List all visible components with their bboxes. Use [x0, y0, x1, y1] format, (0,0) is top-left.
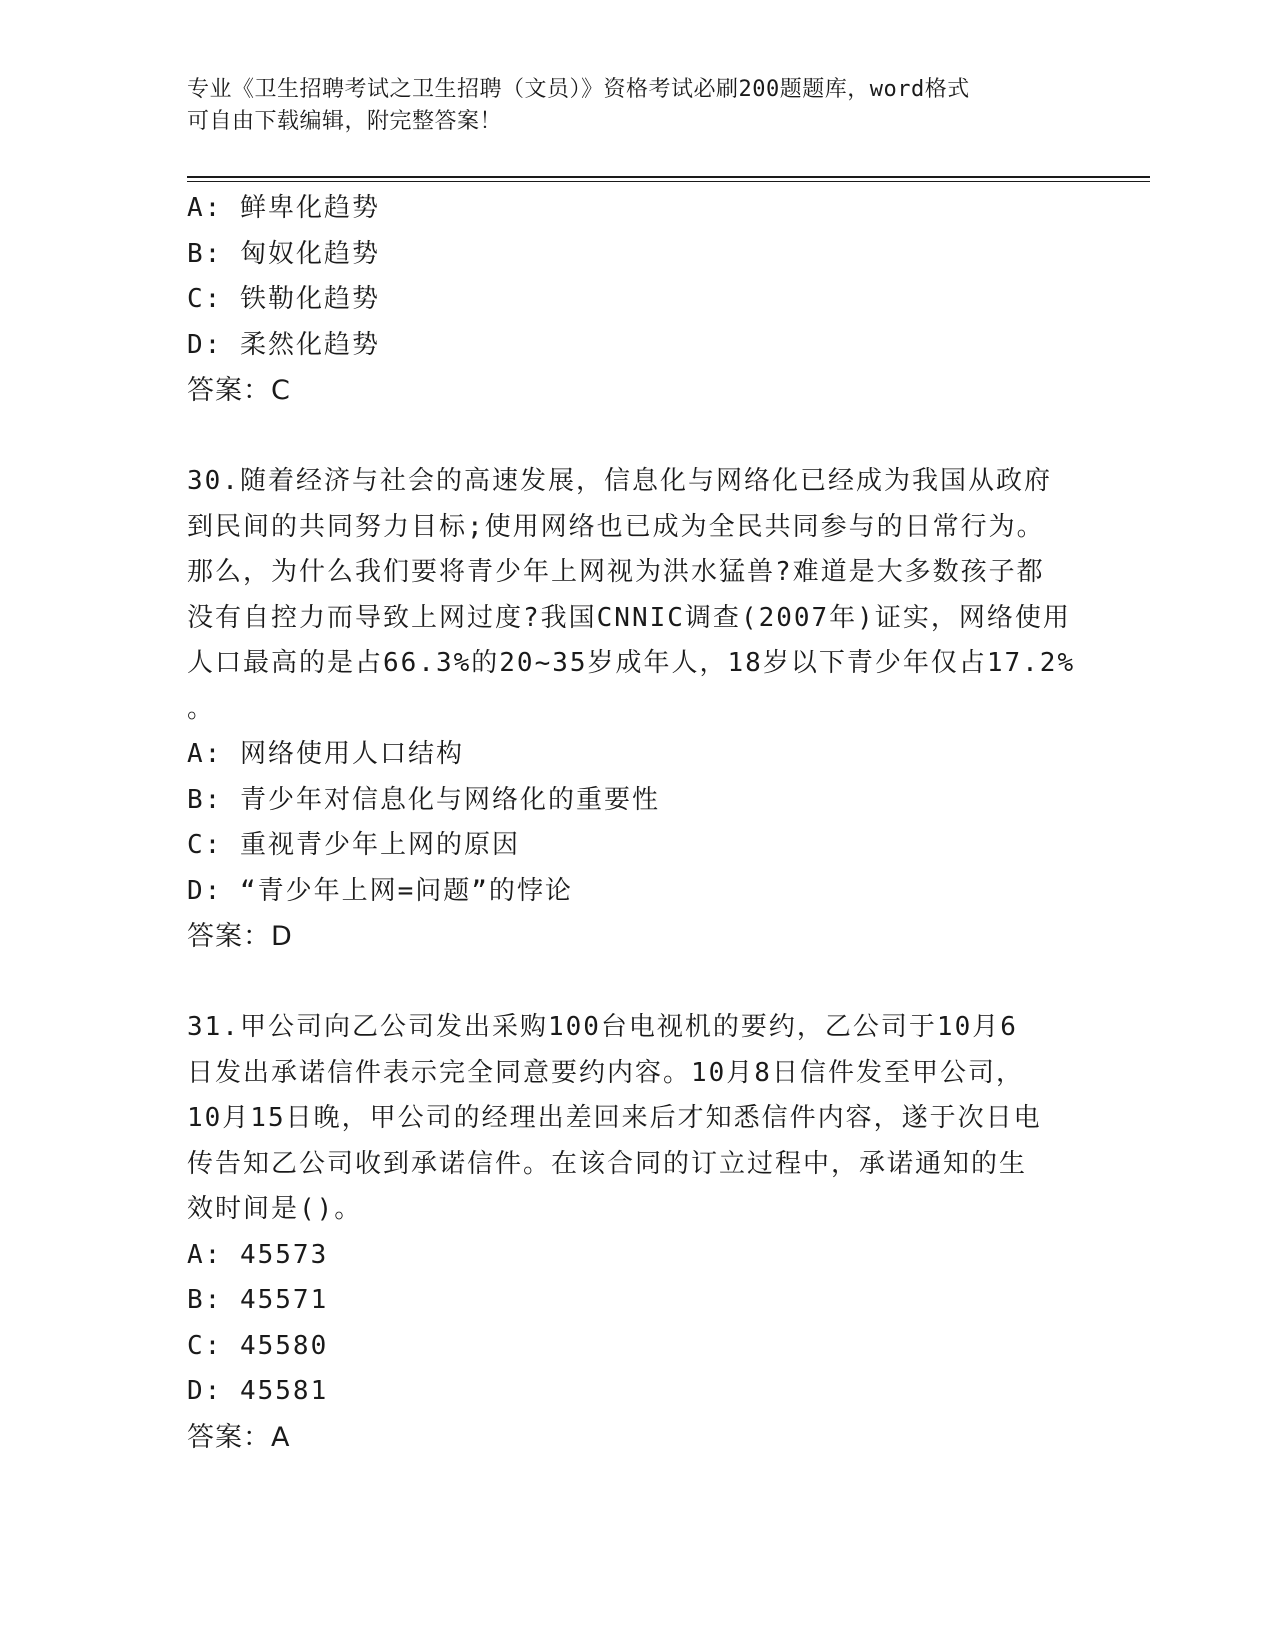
header-divider-thin: [187, 181, 1150, 182]
answer-line: 答案：D: [187, 921, 293, 952]
question-stem-line: 10月15日晚，甲公司的经理出差回来后才知悉信件内容，遂于次日电: [187, 1103, 1042, 1133]
question-stem-line: 那么，为什么我们要将青少年上网视为洪水猛兽?难道是大多数孩子都: [187, 557, 1045, 587]
question-stem-line: 到民间的共同努力目标;使用网络也已成为全民共同参与的日常行为。: [187, 511, 1045, 542]
question-30: [187, 459, 1087, 960]
question-stem-line: 31.甲公司向乙公司发出采购100台电视机的要约，乙公司于10月6: [187, 1012, 1018, 1042]
document-body: [187, 186, 1087, 1460]
document-header: [187, 74, 1087, 138]
spacer: [187, 414, 1087, 460]
question-stem-line: 人口最高的是占66.3%的20~35岁成年人，18岁以下青少年仅占17.2%: [187, 648, 1076, 678]
question-29: [187, 186, 1087, 414]
option-a: A: 网络使用人口结构: [187, 739, 464, 769]
answer-line: 答案：C: [187, 375, 291, 406]
option-a: A: 鲜卑化趋势: [187, 193, 380, 223]
header-divider-thick: [187, 176, 1150, 178]
option-d: D: 45581: [187, 1376, 329, 1406]
option-c: C: 45580: [187, 1330, 329, 1361]
question-stem-line: 效时间是()。: [187, 1194, 363, 1224]
option-a: A: 45573: [187, 1239, 329, 1270]
question-31: [187, 1005, 1087, 1460]
answer-line: 答案：A: [187, 1421, 291, 1453]
option-b: B: 匈奴化趋势: [187, 238, 380, 269]
header-line-1: 专业《卫生招聘考试之卫生招聘（文员）》资格考试必刷200题题库，word格式: [187, 77, 970, 102]
option-c: C: 重视青少年上网的原因: [187, 830, 520, 860]
question-stem-line: 30.随着经济与社会的高速发展，信息化与网络化已经成为我国从政府: [187, 466, 1052, 496]
header-line-2: 可自由下载编辑，附完整答案！: [187, 109, 503, 134]
question-stem-line: 传告知乙公司收到承诺信件。在该合同的订立过程中，承诺通知的生: [187, 1148, 1028, 1179]
question-stem-line: 没有自控力而导致上网过度?我国CNNIC调查(2007年)证实，网络使用: [187, 602, 1071, 633]
option-c: C: 铁勒化趋势: [187, 284, 380, 314]
option-d: D: “青少年上网=问题”的悖论: [187, 875, 573, 906]
option-d: D: 柔然化趋势: [187, 329, 380, 360]
question-stem-line: 。: [187, 693, 216, 724]
spacer: [187, 960, 1087, 1006]
question-stem-line: 日发出承诺信件表示完全同意要约内容。10月8日信件发至甲公司，: [187, 1057, 1024, 1088]
option-b: B: 45571: [187, 1285, 329, 1315]
option-b: B: 青少年对信息化与网络化的重要性: [187, 784, 660, 815]
